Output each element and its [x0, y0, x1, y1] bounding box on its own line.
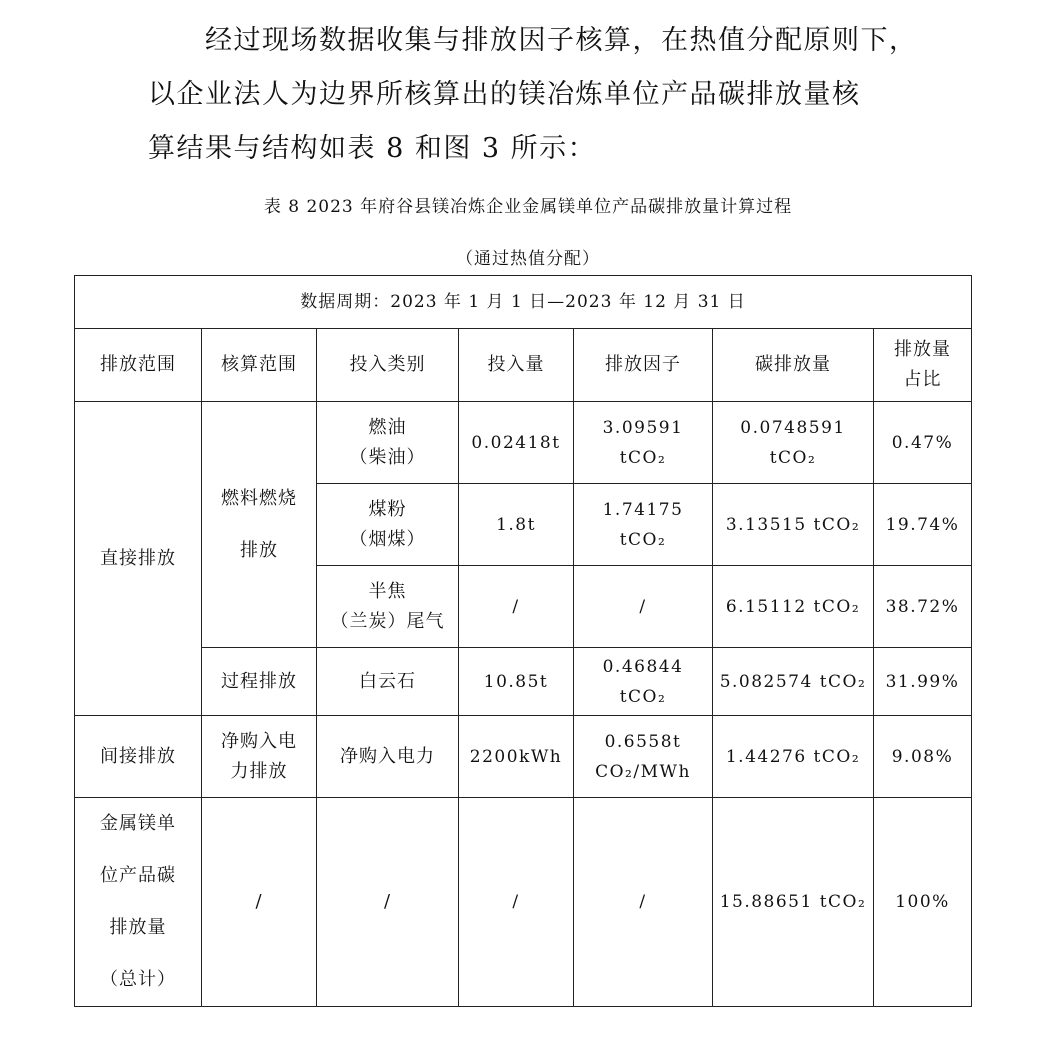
factor-cell: 0.6558t CO₂/MWh: [574, 716, 713, 798]
share-cell: 0.47%: [874, 402, 972, 484]
factor-cell: 3.09591 tCO₂: [574, 402, 713, 484]
input-type-cell: 净购入电力: [317, 716, 459, 798]
paragraph-line-1: 经过现场数据收集与排放因子核算，在热值分配原则下，: [205, 25, 918, 56]
emission-cell: 5.082574 tCO₂: [713, 648, 874, 716]
fuel-combustion-cell: 燃料燃烧 排放: [202, 402, 317, 648]
total-emission-cell: 15.88651 tCO₂: [713, 798, 874, 1007]
header-share: [874, 329, 972, 402]
header-share-line2: 占比: [903, 369, 942, 390]
input-type-cell: 煤粉 （烟煤）: [317, 484, 459, 566]
table-row: [75, 716, 972, 798]
total-amount-cell: /: [459, 798, 574, 1007]
table-subtitle: （通过热值分配）: [456, 249, 600, 269]
header-input-type: 投入类别: [317, 329, 459, 402]
header-emission: 碳排放量: [713, 329, 874, 402]
indirect-accounting-cell: 净购入电 力排放: [202, 716, 317, 798]
factor-cell: 0.46844 tCO₂: [574, 648, 713, 716]
input-type-cell: 燃油 （柴油）: [317, 402, 459, 484]
factor-cell: /: [574, 566, 713, 648]
share-cell: 31.99%: [874, 648, 972, 716]
total-accounting-cell: /: [202, 798, 317, 1007]
emission-cell: 3.13515 tCO₂: [713, 484, 874, 566]
total-type-cell: /: [317, 798, 459, 1007]
table-row: [75, 402, 972, 484]
data-period: 数据周期：2023 年 1 月 1 日—2023 年 12 月 31 日: [75, 276, 972, 329]
input-type-cell: 半焦 （兰炭）尾气: [317, 566, 459, 648]
input-amount-cell: 2200kWh: [459, 716, 574, 798]
header-row: [75, 329, 972, 402]
share-cell: 19.74%: [874, 484, 972, 566]
input-amount-cell: 10.85t: [459, 648, 574, 716]
header-factor: 排放因子: [574, 329, 713, 402]
header-input-amount: 投入量: [459, 329, 574, 402]
total-factor-cell: /: [574, 798, 713, 1007]
input-amount-cell: 1.8t: [459, 484, 574, 566]
table-title: 表 8 2023 年府谷县镁冶炼企业金属镁单位产品碳排放量计算过程: [263, 197, 793, 217]
emission-table: [74, 275, 972, 1007]
share-cell: 38.72%: [874, 566, 972, 648]
paragraph-line-2: 以企业法人为边界所核算出的镁冶炼单位产品碳排放量核: [148, 79, 861, 110]
share-cell: 9.08%: [874, 716, 972, 798]
indirect-scope-cell: 间接排放: [75, 716, 202, 798]
emission-cell: 0.0748591 tCO₂: [713, 402, 874, 484]
input-amount-cell: 0.02418t: [459, 402, 574, 484]
input-type-cell: 白云石: [317, 648, 459, 716]
header-scope: 排放范围: [75, 329, 202, 402]
direct-scope-cell: 直接排放: [75, 402, 202, 716]
emission-cell: 1.44276 tCO₂: [713, 716, 874, 798]
total-label-cell: 金属镁单 位产品碳 排放量 （总计）: [75, 798, 202, 1007]
total-row: [75, 798, 972, 1007]
input-amount-cell: /: [459, 566, 574, 648]
table-row: [75, 648, 972, 716]
total-share-cell: 100%: [874, 798, 972, 1007]
emission-cell: 6.15112 tCO₂: [713, 566, 874, 648]
paragraph-line-3: 算结果与结构如表 8 和图 3 所示：: [148, 133, 597, 164]
factor-cell: 1.74175 tCO₂: [574, 484, 713, 566]
header-accounting: 核算范围: [202, 329, 317, 402]
header-share-line1: 排放量: [894, 339, 951, 360]
process-emission-cell: 过程排放: [202, 648, 317, 716]
